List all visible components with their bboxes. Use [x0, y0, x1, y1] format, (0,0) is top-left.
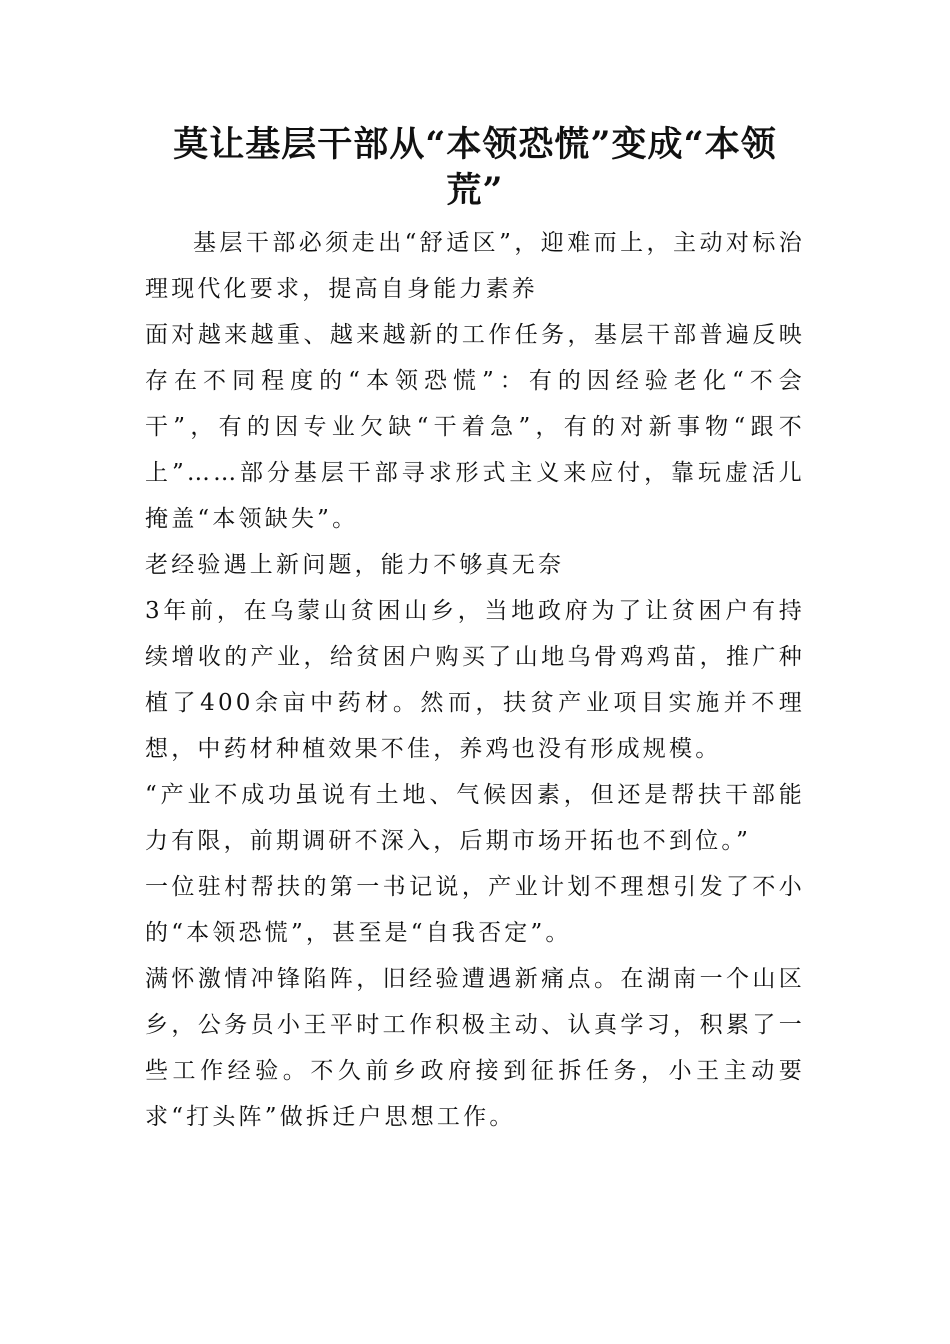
lead-paragraph: 基层干部必须走出“舒适区”，迎难而上，主动对标治理现代化要求，提高自身能力素养 [145, 230, 805, 302]
document-title: 莫让基层干部从“本领恐慌”变成“本领荒” [173, 124, 777, 211]
body-paragraph-2: 3年前，在乌蒙山贫困山乡，当地政府为了让贫困户有持续增收的产业，给贫困户购买了山地乌骨鸡鸡苗，推广种植了400余亩中药材。然而，扶贫产业项目实施并不理想，中药材种植效果不佳，养鸡也没有形成规模。 [145, 598, 805, 762]
body-paragraph-4: 满怀激情冲锋陷阵，旧经验遭遇新痛点。在湖南一个山区乡，公务员小王平时工作积极主动、认真学习，积累了一些工作经验。不久前乡政府接到征拆任务，小王主动要求“打头阵”做拆迁户思想工作。 [145, 966, 805, 1130]
quote-paragraph: “产业不成功虽说有土地、气候因素，但还是帮扶干部能力有限，前期调研不深入，后期市场开拓也不到位。” [145, 782, 805, 854]
body-paragraph-3: 一位驻村帮扶的第一书记说，产业计划不理想引发了不小的“本领恐慌”，甚至是“自我否定”。 [145, 874, 805, 946]
document-body [145, 122, 805, 1140]
section-heading: 老经验遇上新问题，能力不够真无奈 [145, 552, 565, 578]
body-paragraph-1: 面对越来越重、越来越新的工作任务，基层干部普遍反映存在不同程度的“本领恐慌”：有的因经验老化“不会干”，有的因专业欠缺“干着急”，有的对新事物“跟不上”……部分基层干部寻求形式主义来应付，靠玩虚活儿掩盖“本领缺失”。 [145, 322, 805, 532]
